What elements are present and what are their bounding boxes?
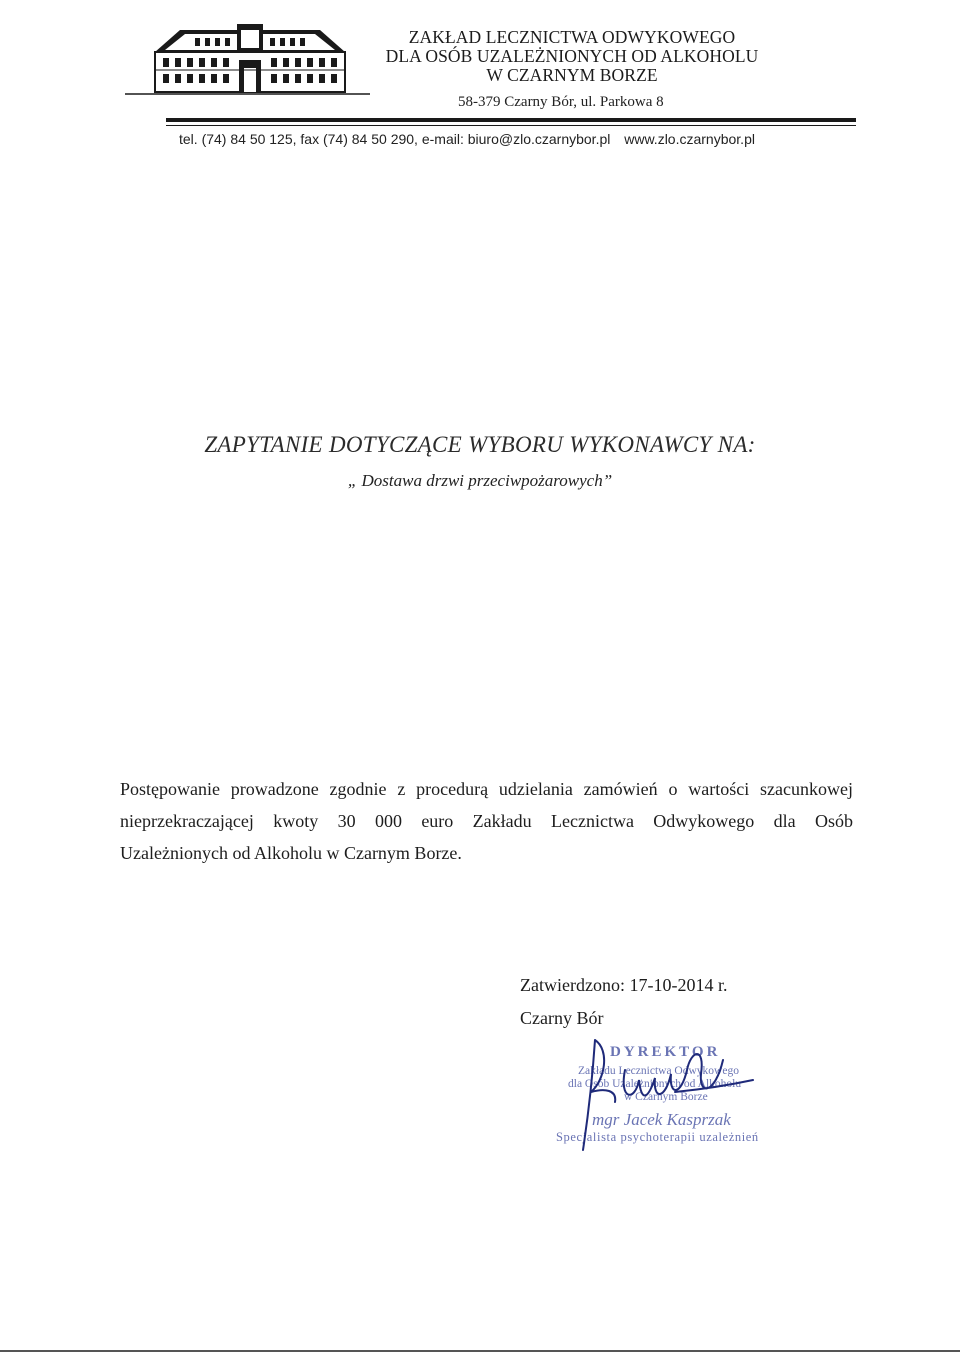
approval-date: Zatwierdzono: 17-10-2014 r.: [520, 975, 728, 995]
fax-number: fax (74) 84 50 290,: [300, 131, 418, 147]
document-subtitle: „ Dostawa drzwi przeciwpożarowych”: [347, 471, 613, 490]
institution-line-3: W CZARNYM BORZE: [486, 65, 658, 85]
signature-icon: [555, 1030, 755, 1155]
stamp-title: DYREKTOR: [610, 1044, 721, 1060]
body-line-1: Postępowanie prowadzone zgodnie z procedurą udzielania zamówień o wartości szacunkowej: [120, 779, 853, 799]
header-rule-thick: [166, 118, 856, 122]
body-line-2: nieprzekraczającej kwoty 30 000 euro Zakładu Lecznictwa Odwykowego dla Osób: [120, 811, 853, 831]
address: 58-379 Czarny Bór, ul. Parkowa 8: [458, 94, 664, 110]
building-icon: [125, 20, 370, 102]
page-bottom-edge: [0, 1350, 960, 1352]
institution-line-2: DLA OSÓB UZALEŻNIONYCH OD ALKOHOLU: [385, 46, 759, 66]
body-paragraph: [120, 773, 853, 869]
contact-line: [179, 131, 755, 147]
body-line-3: Uzależnionych od Alkoholu w Czarnym Borze.: [120, 843, 462, 863]
stamp-name: mgr Jacek Kasprzak: [592, 1110, 731, 1129]
stamp-line-3: w Czarnym Borze: [624, 1091, 708, 1103]
document-title: ZAPYTANIE DOTYCZĄCE WYBORU WYKONAWCY NA:: [204, 432, 756, 457]
institution-name: [362, 28, 782, 85]
institution-line-1: ZAKŁAD LECZNICTWA ODWYKOWEGO: [408, 27, 736, 47]
stamp-line-1: Zakładu Lecznictwa Odwykowego: [578, 1065, 739, 1077]
header-rule-thin: [166, 125, 856, 126]
stamp-line-2: dla Osób Uzależnionych od Alkoholu: [568, 1078, 742, 1090]
phone-number: tel. (74) 84 50 125,: [179, 131, 297, 147]
stamp-role: Specjalista psychoterapii uzależnień: [556, 1130, 759, 1144]
website-link: www.zlo.czarnybor.pl: [624, 131, 755, 147]
email-address: e-mail: biuro@zlo.czarnybor.pl: [421, 131, 611, 147]
approval-place: Czarny Bór: [520, 1008, 604, 1028]
